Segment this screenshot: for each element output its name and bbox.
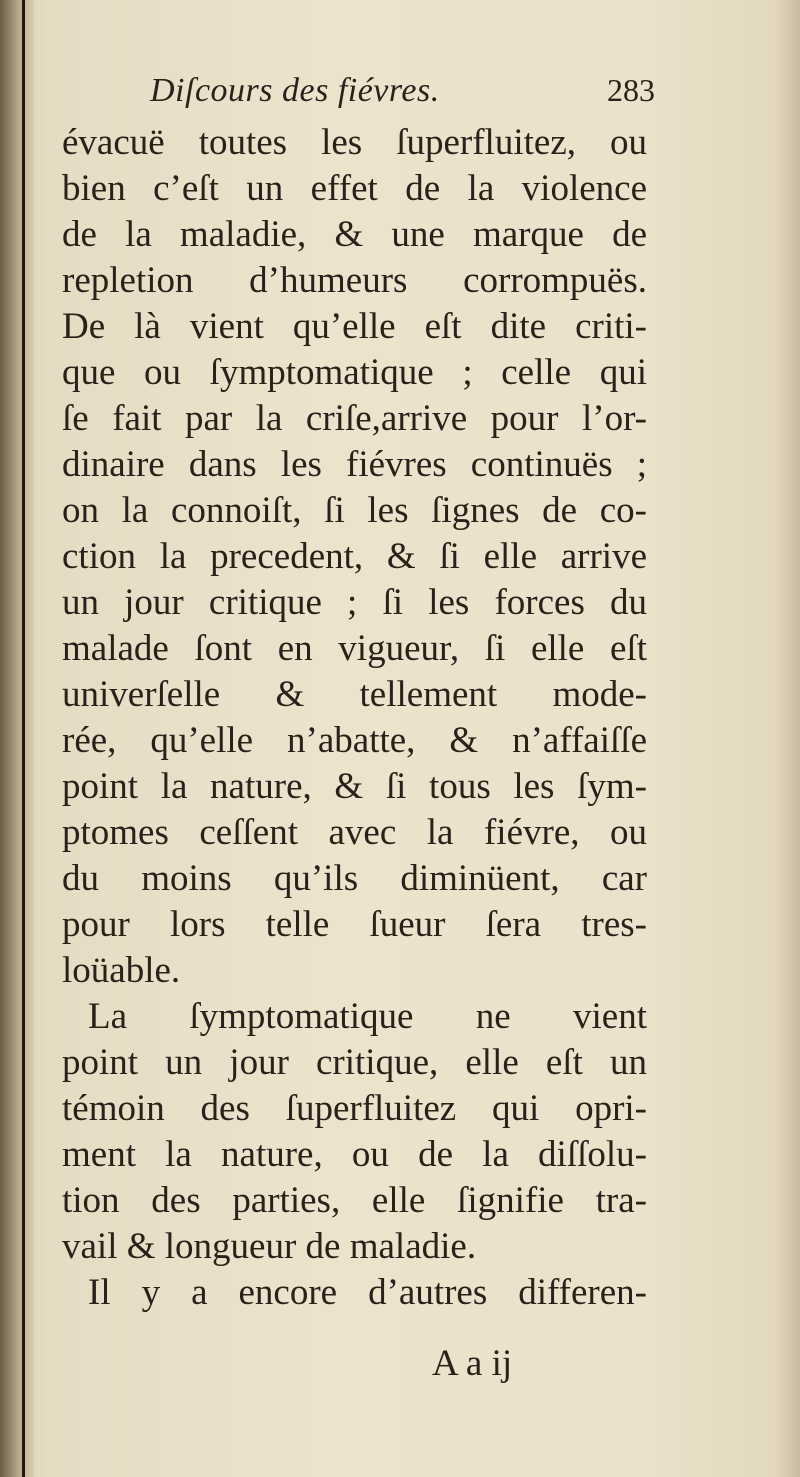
- text-line: ptomes ceſſent avec la fiévre, ou: [62, 812, 647, 853]
- text-line: malade ſont en vigueur, ſi elle eſt: [62, 628, 647, 669]
- text-line: ment la nature, ou de la diſſolu-: [62, 1134, 647, 1175]
- text-line: point la nature, & ſi tous les ſym-: [62, 766, 647, 807]
- page-number: 283: [607, 72, 655, 108]
- text-line: évacuë toutes les ſuperfluitez, ou: [62, 122, 647, 163]
- text-line: on la connoiſt, ſi les ſignes de co-: [62, 490, 647, 531]
- text-line: un jour critique ; ſi les forces du: [62, 582, 647, 623]
- text-line: rée, qu’elle n’abatte, & n’affaiſſe: [62, 720, 647, 761]
- signature-mark: A a ij: [432, 1343, 513, 1384]
- text-line: loüable.: [62, 950, 181, 991]
- body-text: [62, 120, 647, 1316]
- text-line: tion des parties, elle ſignifie tra-: [62, 1180, 647, 1221]
- text-line: De là vient qu’elle eſt dite criti-: [62, 306, 647, 347]
- text-line: du moins qu’ils diminüent, car: [62, 858, 647, 899]
- text-line: de la maladie, & une marque de: [62, 214, 647, 255]
- text-line: Il y a encore d’autres differen-: [88, 1272, 647, 1313]
- text-line: que ou ſymptomatique ; celle qui: [62, 352, 647, 393]
- text-line: pour lors telle ſueur ſera tres-: [62, 904, 647, 945]
- text-line: vail & longueur de maladie.: [62, 1226, 477, 1267]
- page-edge-shadow: [774, 0, 800, 1477]
- page-header: [150, 72, 655, 112]
- text-line: univerſelle & tellement mode-: [62, 674, 647, 715]
- text-line: La ſymptomatique ne vient: [88, 996, 647, 1037]
- text-line: ction la precedent, & ſi elle arrive: [62, 536, 647, 577]
- text-line: bien c’eſt un effet de la violence: [62, 168, 647, 209]
- text-line: dinaire dans les fiévres continuës ;: [62, 444, 647, 485]
- text-line: ſe fait par la criſe,arrive pour l’or-: [62, 398, 647, 439]
- running-title: Diſcours des fiévres.: [150, 72, 440, 109]
- text-line: repletion d’humeurs corrompuës.: [62, 260, 647, 301]
- text-line: point un jour critique, elle eſt un: [62, 1042, 647, 1083]
- book-binding: [0, 0, 34, 1477]
- binding-edge-line: [22, 0, 25, 1477]
- text-line: témoin des ſuperfluitez qui opri-: [62, 1088, 647, 1129]
